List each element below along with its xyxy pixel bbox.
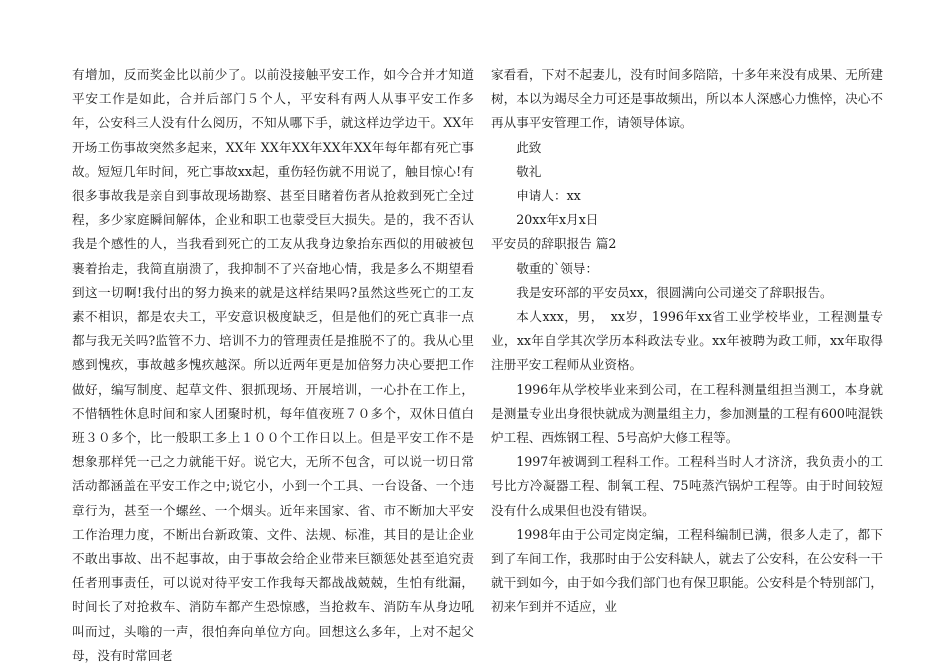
body-paragraph: 1996年从学校毕业来到公司，在工程科测量组担当测工，本身就是测量专业出身很快就成为测量组主力，参加测量的工程有600吨混铁炉工程、西炼钢工程、5号高炉大修工程等。 [491, 381, 883, 446]
body-paragraph: 1997年被调到工程科工作。工程科当时人才济济，我负责小的工号比方冷凝器工程、制氧工程、75吨蒸汽锅炉工程等。由于时间较短没有什么成果但也没有错误。 [491, 454, 883, 518]
section-title: 平安员的辞职报告 篇2 [491, 236, 617, 252]
body-paragraph: 1998年由于公司定岗定编，工程科编制已满，很多人走了，都下到了车间工作，我那时由于公安科缺人，就去了公安科，在公安科一干就干到如今，由于如今我们部门也有保卫职能。公安科是个特别部门，初来乍到并不适应，业 [491, 526, 883, 615]
left-column [72, 63, 474, 668]
body-paragraph: 有增加，反而奖金比以前少了。以前没接触平安工作，如今合并才知道平安工作是如此，合并后部门５个人，平安科有两人从事平安工作多年，公安科三人没有什么阅历，不知从哪下手，就这样边学边干。XX年开场工伤事故突然多起来，XX年 XX年XX年XX年XX年每年都有死亡事故。短短几年时间，死亡事故xx起，重伤轻伤就不用说了，触目惊心!有很多事故我是亲自到事故现场勘察、甚至目睹着伤者从抢救到死亡全过程，多少家庭瞬间解体，企业和职工也蒙受巨大损失。是的，我不否认我是个感性的人，当我看到死亡的工友从我身边象抬东西似的用破被包裹着抬走，我简直崩溃了，我抑制不了兴奋地心情，我是多么不期望看到这一切啊!我付出的努力换来的就是这样结果吗?虽然这些死亡的工友素不相识，都是农夫工，平安意识极度缺乏，但是他们的死亡真非一点都与我无关吗?监管不力、培训不力的管理责任是推脱不了的。我从心里感到愧疚，事故越多愧疚越深。所以近两年更是加倍努力决心要把工作做好，编写制度、起草文件、狠抓现场、开展培训，一心扑在工作上，不惜牺牲休息时间和家人团聚时机，每年值夜班７０多个，双休日值白班３０多个，比一般职工多上１００个工作日以上。但是平安工作不是想象那样凭一己之力就能干好。说它大，无所不包含，可以说一切日常活动都涵盖在平安工作之中;说它小，小到一个工具、一台设备、一个违章行为，甚至一个螺丝、一个烟头。近年来国家、省、市不断加大平安工作治理力度，不断出台新政策、文件、法规、标准，其目的是让企业不敢出事故、出不起事故，由于事故会给企业带来巨额惩处甚至追究责任者刑事责任，可以说对待平安工作我每天都战战兢兢，生怕有纰漏，时间长了对抢救车、消防车都产生恐惊感，当抢救车、消防车从身边吼叫而过，头嗡的一声，很怕奔向单位方向。回想这么多年，上对不起父母，没有时常回老 [72, 67, 474, 663]
closing-line-jingli: 敬礼 [516, 163, 542, 179]
body-paragraph: 本人xxx，男， xx岁，1996年xx省工业学校毕业，工程测量专业，xx年自学其次学历本科政法专业。xx年被聘为政工师，xx年取得注册平安工程师从业资格。 [491, 309, 883, 373]
body-paragraph: 我是安环部的平安员xx，很圆满向公司递交了辞职报告。 [516, 284, 833, 300]
right-column [491, 63, 883, 620]
report-date: 20xx年x月x日 [516, 212, 599, 228]
closing-line-cizhi: 此致 [516, 139, 542, 155]
applicant-signature: 申请人：xx [516, 188, 581, 204]
body-paragraph-continuation: 家看看，下对不起妻儿，没有时间多陪陪，十多年来没有成果、无所建树，本以为竭尽全力可还是事故频出，所以本人深感心力憔悴，决心不再从事平安管理工作，请领导体谅。 [491, 67, 883, 131]
salutation: 敬重的`领导： [516, 260, 599, 276]
